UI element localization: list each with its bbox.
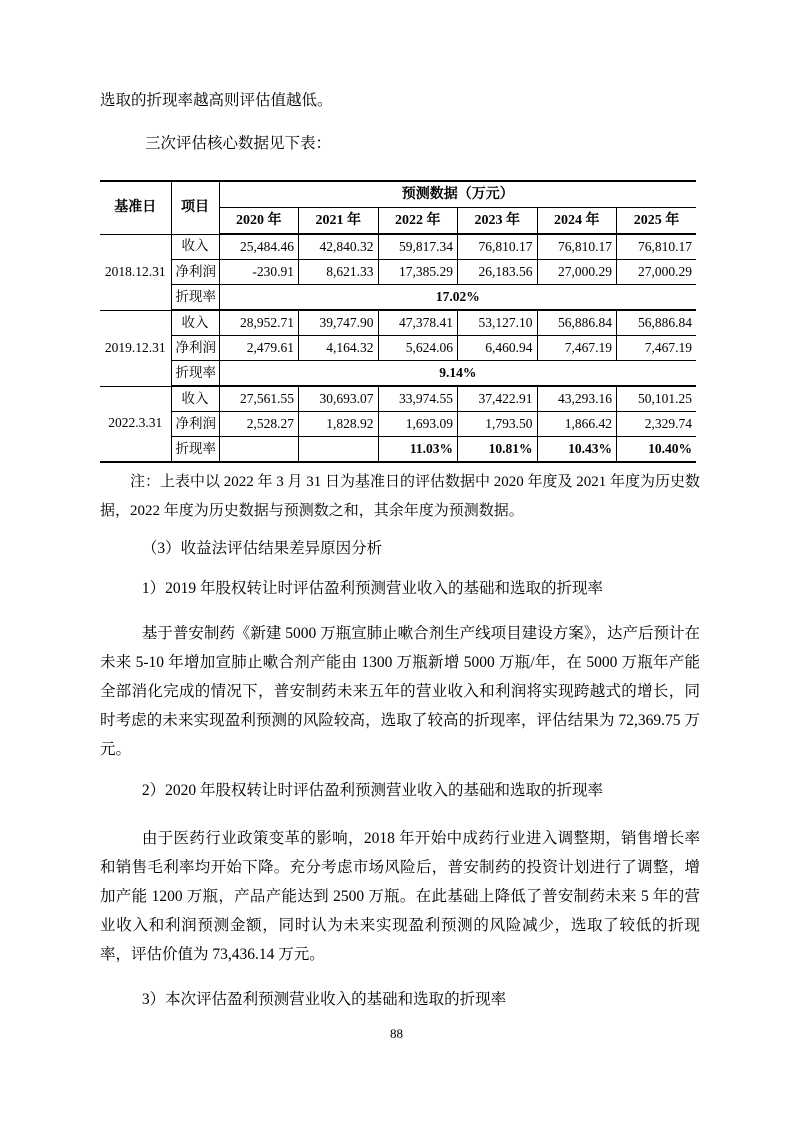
col-header-year: 2024 年 — [537, 208, 617, 235]
row-label: 净利润 — [171, 412, 219, 437]
col-header-year: 2020 年 — [219, 208, 299, 235]
row-label: 收入 — [171, 310, 219, 336]
table-cell: 8,621.33 — [299, 260, 379, 285]
table-row-discount-rate — [100, 285, 696, 311]
table-row-revenue — [100, 310, 696, 336]
table-cell: 56,886.84 — [537, 310, 617, 336]
table-row-revenue — [100, 234, 696, 260]
base-date-cell: 2019.12.31 — [100, 310, 171, 386]
table-cell: 25,484.46 — [219, 234, 299, 260]
table-cell: 47,378.41 — [378, 310, 458, 336]
sub-heading-2: 2）2020 年股权转让时评估盈利预测营业收入的基础和选取的折现率 — [141, 782, 603, 799]
table-cell: 56,886.84 — [617, 310, 697, 336]
table-cell: 1,693.09 — [378, 412, 458, 437]
table-cell — [219, 437, 299, 463]
table-cell: 4,164.32 — [299, 336, 379, 361]
table-cell: 2,528.27 — [219, 412, 299, 437]
table-cell: 2,479.61 — [219, 336, 299, 361]
table-cell: 76,810.17 — [458, 234, 538, 260]
table-row-net-profit — [100, 336, 696, 361]
valuation-data-table — [100, 180, 696, 463]
row-label: 折现率 — [171, 361, 219, 387]
table-cell: 33,974.55 — [378, 386, 458, 412]
table-cell: 30,693.07 — [299, 386, 379, 412]
table-cell: 7,467.19 — [617, 336, 697, 361]
table-cell: 1,866.42 — [537, 412, 617, 437]
sub-heading-1: 1）2019 年股权转让时评估盈利预测营业收入的基础和选取的折现率 — [141, 580, 603, 597]
table-cell: 76,810.17 — [537, 234, 617, 260]
col-header-year: 2022 年 — [378, 208, 458, 235]
base-date-cell: 2022.3.31 — [100, 386, 171, 462]
table-cell: -230.91 — [219, 260, 299, 285]
row-label: 折现率 — [171, 437, 219, 463]
discount-rate-span-cell: 17.02% — [219, 285, 696, 311]
col-header-year: 2025 年 — [617, 208, 697, 235]
base-date-cell: 2018.12.31 — [100, 234, 171, 310]
table-cell: 39,747.90 — [299, 310, 379, 336]
table-cell: 6,460.94 — [458, 336, 538, 361]
row-label: 净利润 — [171, 336, 219, 361]
table-note: 注：上表中以 2022 年 3 月 31 日为基准日的评估数据中 2020 年度及 2021 年度为历史数据，2022 年度为历史数据与预测数之和，其余年度为预测数据。 — [100, 474, 701, 519]
table-cell: 11.03% — [378, 437, 458, 463]
table-caption: 三次评估核心数据见下表： — [144, 135, 331, 152]
table-cell: 2,329.74 — [617, 412, 697, 437]
row-label: 收入 — [171, 386, 219, 412]
body-paragraph-1: 基于普安制药《新建 5000 万瓶宣肺止嗽合剂生产线项目建设方案》，达产后预计在未来 5-10 年增加宣肺止嗽合剂产能由 1300 万瓶新增 5000 万瓶/年，在 5000 万瓶年产能全部消化完成的情况下，普安制药未来五年的营业收入和利润将实现跨越式的增长，同时考虑的未来实现盈利预测的风险较高，选取了较高的折现率，评估结果为 72,369.75 万元。 — [100, 625, 700, 758]
table-cell: 5,624.06 — [378, 336, 458, 361]
table-cell: 10.43% — [537, 437, 617, 463]
table-row-net-profit — [100, 260, 696, 285]
table-cell: 27,000.29 — [537, 260, 617, 285]
page-number: 88 — [390, 1026, 403, 1041]
col-header-base-date: 基准日 — [100, 181, 171, 234]
table-cell: 37,422.91 — [458, 386, 538, 412]
intro-line: 选取的折现率越高则评估值越低。 — [100, 92, 333, 109]
table-cell: 7,467.19 — [537, 336, 617, 361]
body-paragraph-2: 由于医药行业政策变革的影响，2018 年开始中成药行业进入调整期，销售增长率和销售毛利率均开始下降。充分考虑市场风险后，普安制药的投资计划进行了调整，增加产能 1200 万瓶，产品产能达到 2500 万瓶。在此基础上降低了普安制药未来 5 年的营业收入和利润预测金额，同时认为未来实现盈利预测的风险减少，选取了较低的折现率，评估价值为 73,436.14 万元。 — [100, 830, 700, 963]
col-header-year: 2021 年 — [299, 208, 379, 235]
table-cell: 50,101.25 — [617, 386, 697, 412]
table-cell: 1,828.92 — [299, 412, 379, 437]
table-cell: 42,840.32 — [299, 234, 379, 260]
col-header-year: 2023 年 — [458, 208, 538, 235]
table-cell: 10.81% — [458, 437, 538, 463]
table-cell: 43,293.16 — [537, 386, 617, 412]
sub-heading-3: 3）本次评估盈利预测营业收入的基础和选取的折现率 — [141, 991, 507, 1008]
table-cell: 1,793.50 — [458, 412, 538, 437]
discount-rate-span-cell: 9.14% — [219, 361, 696, 387]
table-row-discount-rate — [100, 437, 696, 463]
table-cell: 76,810.17 — [617, 234, 697, 260]
table-row-discount-rate — [100, 361, 696, 387]
row-label: 净利润 — [171, 260, 219, 285]
table-cell: 17,385.29 — [378, 260, 458, 285]
table-cell: 28,952.71 — [219, 310, 299, 336]
section-heading: （3）收益法评估结果差异原因分析 — [141, 540, 383, 557]
table-cell: 26,183.56 — [458, 260, 538, 285]
table-cell: 10.40% — [617, 437, 697, 463]
row-label: 收入 — [171, 234, 219, 260]
table-cell — [299, 437, 379, 463]
table-row-net-profit — [100, 412, 696, 437]
col-header-forecast-group: 预测数据（万元） — [219, 181, 696, 208]
table-cell: 53,127.10 — [458, 310, 538, 336]
header-row-group — [100, 181, 696, 208]
table-cell: 27,561.55 — [219, 386, 299, 412]
table-cell: 59,817.34 — [378, 234, 458, 260]
table-cell: 27,000.29 — [617, 260, 697, 285]
col-header-item: 项目 — [171, 181, 219, 234]
table-row-revenue — [100, 386, 696, 412]
row-label: 折现率 — [171, 285, 219, 311]
